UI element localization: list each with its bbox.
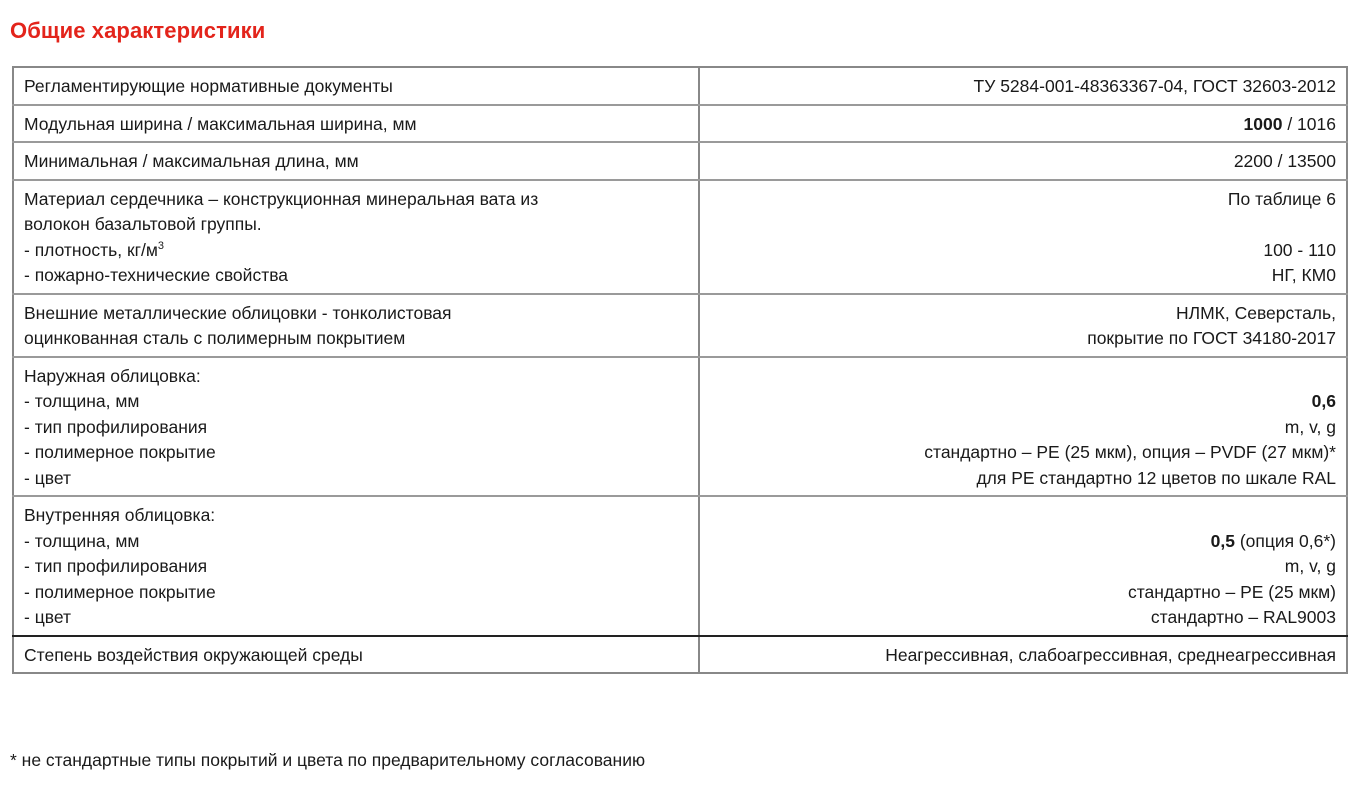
- row-value: [699, 105, 1347, 143]
- row-label: Внутренняя облицовка: - толщина, мм - тип профилирования - полимерное покрытие - цвет: [13, 496, 699, 636]
- table-row-length: [13, 142, 1347, 180]
- table-row-outer-facing: [13, 357, 1347, 497]
- modular-width-value: 1000: [1243, 113, 1283, 134]
- row-label: Материал сердечника – конструкционная минеральная вата из волокон базальтовой группы. - плотность, $кг/м^3$ - пожарно-технические свойства: [13, 180, 699, 294]
- specifications-table: [12, 66, 1348, 674]
- row-value: 0,5 (опция 0,6*) m, v, g стандартно – PE (25 мкм) стандартно – RAL9003: [699, 496, 1347, 636]
- table-row-regulatory-documents: [13, 67, 1347, 105]
- row-label: Внешние металлические облицовки - тонколистовая оцинкованная сталь с полимерным покрытием: [13, 294, 699, 357]
- table-row-width: [13, 105, 1347, 143]
- row-value: По таблице 6 100 - 110 НГ, КМ0: [699, 180, 1347, 294]
- density-unit-superscript: 3: [157, 239, 164, 252]
- table-row-core-material: [13, 180, 1347, 294]
- row-value: 0,6 m, v, g стандартно – PE (25 мкм), опция – PVDF (27 мкм)* для PE стандартно 12 цветов по шкале RAL: [699, 357, 1347, 497]
- row-label: Регламентирующие нормативные документы: [13, 67, 699, 105]
- table-row-inner-facing: [13, 496, 1347, 636]
- row-label: Минимальная / максимальная длина, мм: [13, 142, 699, 180]
- max-width-value: / 1016: [1282, 113, 1336, 134]
- table-row-metal-facings: [13, 294, 1347, 357]
- row-value: 2200 / 13500: [699, 142, 1347, 180]
- footnote: * не стандартные типы покрытий и цвета по предварительному согласованию: [10, 750, 646, 770]
- row-value: НЛМК, Северсталь, покрытие по ГОСТ 34180-2017: [699, 294, 1347, 357]
- row-label: Степень воздействия окружающей среды: [13, 636, 699, 674]
- row-value: Неагрессивная, слабоагрессивная, среднеагрессивная: [699, 636, 1347, 674]
- row-label: Наружная облицовка: - толщина, мм - тип профилирования - полимерное покрытие - цвет: [13, 357, 699, 497]
- table-row-environment: [13, 636, 1347, 674]
- row-label: Модульная ширина / максимальная ширина, мм: [13, 105, 699, 143]
- page-title: Общие характеристики: [10, 18, 266, 43]
- row-value: ТУ 5284-001-48363367-04, ГОСТ 32603-2012: [699, 67, 1347, 105]
